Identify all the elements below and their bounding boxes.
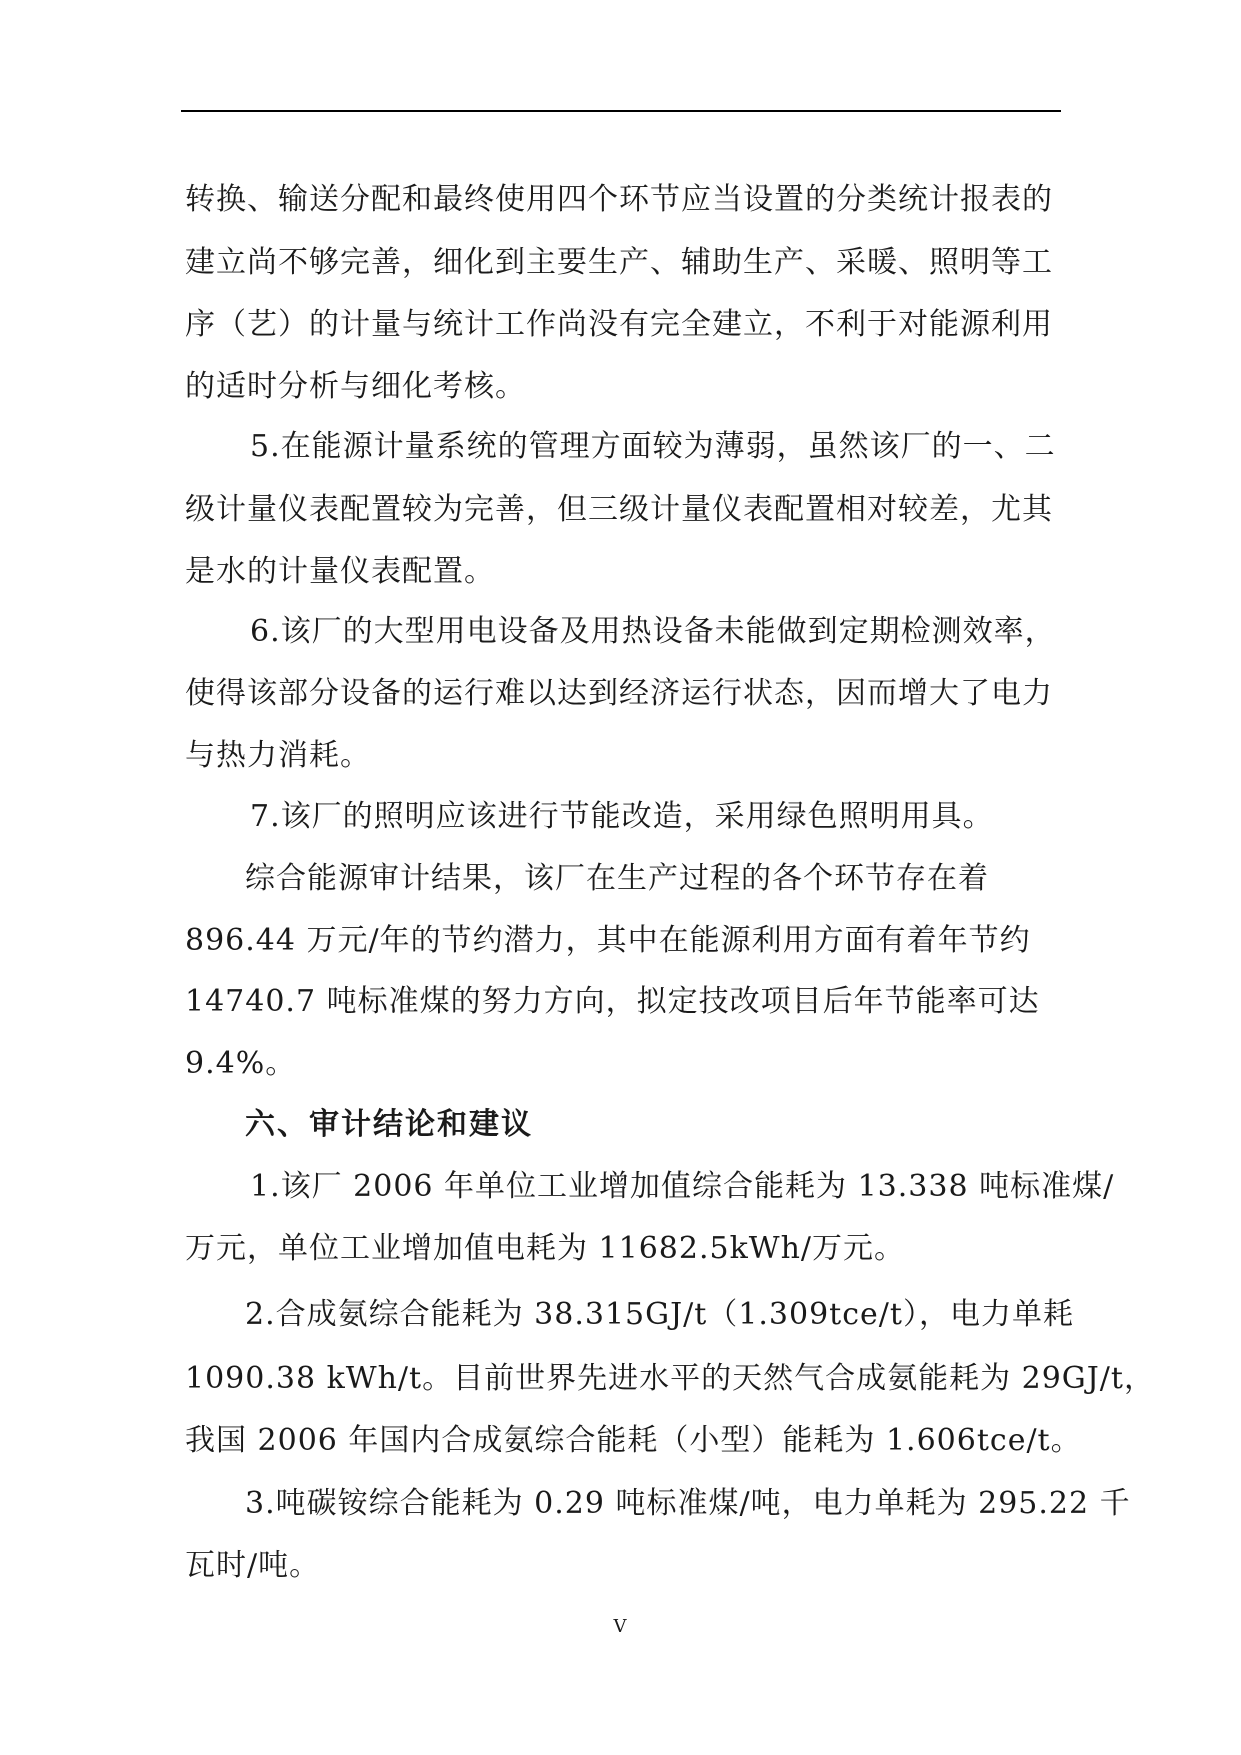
paragraph-line: 896.44 万元/年的节约潜力，其中在能源利用方面有着年节约 (185, 923, 1031, 958)
paragraph-line: 综合能源审计结果，该厂在生产过程的各个环节存在着 (245, 861, 989, 896)
paragraph-line: 我国 2006 年国内合成氨综合能耗（小型）能耗为 1.606tce/t。 (185, 1423, 1082, 1458)
section-heading: 六、审计结论和建议 (245, 1107, 533, 1142)
paragraph-line: 转换、输送分配和最终使用四个环节应当设置的分类统计报表的 (185, 182, 1053, 217)
paragraph-line: 5.在能源计量系统的管理方面较为薄弱，虽然该厂的一、二 (250, 429, 1056, 464)
paragraph-line: 3.吨碳铵综合能耗为 0.29 吨标准煤/吨，电力单耗为 295.22 千 (245, 1486, 1131, 1521)
paragraph-line: 与热力消耗。 (185, 738, 371, 773)
paragraph-line: 6.该厂的大型用电设备及用热设备未能做到定期检测效率， (250, 614, 1056, 649)
header-rule (181, 110, 1061, 112)
paragraph-line: 的适时分析与细化考核。 (185, 369, 526, 404)
paragraph-line: 7.该厂的照明应该进行节能改造，采用绿色照明用具。 (250, 799, 994, 834)
paragraph-line: 14740.7 吨标准煤的努力方向，拟定技改项目后年节能率可达 (185, 984, 1040, 1019)
paragraph-line: 1090.38 kWh/t。目前世界先进水平的天然气合成氨能耗为 29GJ/t， (185, 1361, 1155, 1396)
paragraph-line: 使得该部分设备的运行难以达到经济运行状态，因而增大了电力 (185, 676, 1053, 711)
paragraph-line: 9.4%。 (185, 1046, 297, 1081)
paragraph-line: 2.合成氨综合能耗为 38.315GJ/t（1.309tce/t），电力单耗 (245, 1297, 1074, 1332)
paragraph-line: 瓦时/吨。 (185, 1548, 321, 1583)
page-number: V (613, 1616, 627, 1637)
paragraph-line: 级计量仪表配置较为完善，但三级计量仪表配置相对较差，尤其 (185, 492, 1053, 527)
paragraph-line: 序（艺）的计量与统计工作尚没有完全建立，不利于对能源利用 (185, 307, 1053, 342)
paragraph-line: 1.该厂 2006 年单位工业增加值综合能耗为 13.338 吨标准煤/ (250, 1169, 1115, 1204)
paragraph-line: 万元，单位工业增加值电耗为 11682.5kWh/万元。 (185, 1231, 906, 1266)
paragraph-line: 建立尚不够完善，细化到主要生产、辅助生产、采暖、照明等工 (185, 245, 1053, 280)
paragraph-line: 是水的计量仪表配置。 (185, 554, 495, 589)
